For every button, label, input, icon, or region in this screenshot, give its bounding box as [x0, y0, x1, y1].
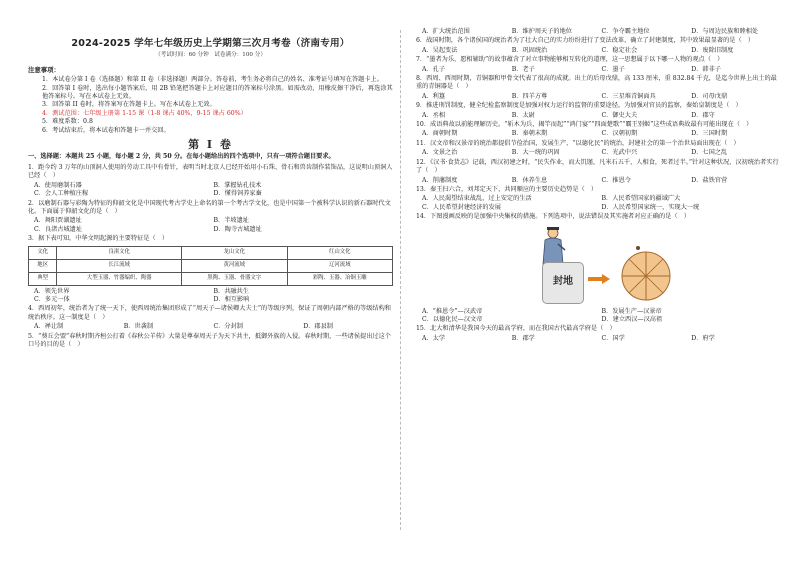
question: [416, 37, 781, 55]
table-cell: 黑陶、玉器、骨器文字: [182, 272, 287, 285]
table-cell: 彩陶、玉器、冶铜玉雕: [287, 272, 393, 285]
divided-fief-icon: [614, 246, 678, 302]
question-options: [416, 195, 781, 212]
question-stem: 13．秦王扫六合，刘邦定天下，共同顺应的主要历史趋势是（ ）: [416, 185, 598, 193]
option[interactable]: D．相互影响: [213, 295, 250, 303]
question: [416, 140, 781, 158]
question-stem: 8．西周、西周时期，青铜器和甲骨文代表了很高的成就。出土的后母戊鼎，高 133 厘米，重 832.84 千克，是迄今世界上出土的最重的青铜器是（ ）: [416, 75, 777, 91]
option[interactable]: A．吴起变法: [422, 46, 458, 54]
question-options: [416, 149, 781, 157]
question: [28, 305, 393, 331]
question-stem: 15．北大和清华是我国今天的最高学府，而在我国古代最高学府是（ ）: [416, 325, 616, 333]
option[interactable]: B．秦朝末期: [511, 130, 548, 138]
option[interactable]: C．争夺霸主地位: [601, 28, 650, 35]
table-cell: 典型: [29, 272, 57, 285]
culture-table: [28, 246, 393, 286]
question: [416, 102, 781, 120]
option[interactable]: C．人民希望封建经济的发展: [422, 203, 501, 211]
option[interactable]: B．大一统的巩固: [511, 149, 560, 157]
option[interactable]: A．孔子: [422, 65, 446, 73]
option[interactable]: D．懂得饲养家畜: [213, 190, 262, 198]
question-options: [28, 182, 393, 199]
table-cell: 黄河流域: [182, 259, 287, 272]
option[interactable]: C．推恩令: [601, 176, 631, 184]
column-divider: [400, 30, 401, 530]
question-options: [416, 93, 781, 101]
option[interactable]: D．建立西汉—汉高祖: [601, 315, 663, 323]
option[interactable]: B．休养生息: [511, 176, 548, 184]
option[interactable]: D．盐铁官营: [691, 176, 728, 184]
option[interactable]: D．郡守: [691, 111, 715, 119]
option[interactable]: B．人民希望国家的疆域广大: [601, 195, 681, 203]
option[interactable]: A．文景之治: [422, 149, 458, 157]
question-stem: 6．战国时期，各个诸侯国的统治者为了壮大自己的实力纷纷进行了变法改革，确立了封建制度，其中效果最显著的是（ ）: [416, 37, 755, 45]
question: [416, 325, 781, 343]
question-stem: 3．据下表可知，中华文明起源的主要特征是（ ）: [28, 235, 169, 243]
option[interactable]: C．良渚古城遗址: [34, 225, 83, 233]
option[interactable]: C．国学: [601, 334, 625, 342]
question-options: [28, 217, 393, 234]
question: [416, 56, 781, 74]
question-options: [416, 308, 781, 325]
question-stem: 14．下图漫画反映的是加强中央集权的措施。下列选项中，说法错误及其实施者对应正确的是（ ）: [416, 213, 690, 221]
option[interactable]: B．郡学: [511, 334, 535, 342]
option[interactable]: D．府学: [691, 334, 715, 342]
notice-item: 1．本试卷分第 I 卷（选择题）和第 II 卷（非选择题）两部分。答卷前，考生务必将自己的姓名、准考证号填写在答题卡上。: [42, 76, 383, 84]
option[interactable]: B．老子: [511, 65, 535, 73]
table-header-cell: 良渚文化: [57, 246, 182, 259]
question-stem: 9．推进刑罚制度，健全纪检监察制度是加强对权力运行的监督的重要途径。为加强对官员的监察，秦始皇制度是（ ）: [416, 102, 742, 110]
option[interactable]: A．使用磨制石器: [34, 181, 82, 189]
option[interactable]: A．丞相: [422, 111, 446, 119]
option[interactable]: C．稳定社会: [601, 46, 638, 54]
notice-item: 5．难度系数：0.8: [42, 118, 93, 126]
table-row: [29, 259, 393, 272]
left-column: [28, 28, 393, 350]
question: [416, 121, 781, 139]
option[interactable]: B．四羊方尊: [511, 92, 548, 100]
question-options: [28, 323, 393, 331]
table-cell: 长江流域: [57, 259, 182, 272]
table-row: [29, 272, 393, 285]
option[interactable]: D．陶寺古城遗址: [213, 225, 262, 233]
question-stem: 1．距今约 3 万年的山顶洞人使用的劳动工具中有骨针，表明当时北京人已经开始用小石珠、骨石和兽齿制作装饰品，这说明山顶洞人已经（ ）: [28, 163, 393, 180]
option[interactable]: A．削藩制度: [422, 176, 458, 184]
question-options: [416, 47, 781, 55]
table-cell: 辽河流域: [287, 259, 393, 272]
option[interactable]: A．扩大统治范围: [422, 28, 470, 35]
question-stem: 10．成语典故以前能理解历史。“斩木为兵，揭竿而起”“鸿门宴”“四面楚歌”“霸王别姬”这些成语典故最有可能出现在（ ）: [416, 121, 753, 129]
option[interactable]: C．会人工种植庄稼: [34, 190, 89, 198]
section-intro: 一、选择题：本题共 25 小题，每小题 2 分，共 50 分。在每小题给出的四个选项中，只有一项符合题目要求。: [28, 153, 335, 161]
fief-seal: 封地: [542, 262, 584, 304]
option[interactable]: D．与周边民族和睦相处: [691, 28, 759, 35]
option[interactable]: D．郡县制: [303, 323, 333, 331]
option[interactable]: D．韩非子: [691, 65, 721, 73]
question-options: [28, 288, 393, 305]
option[interactable]: B．太尉: [511, 111, 535, 119]
notice-item: 2．回答第 I 卷时，选出每小题答案后，用 2B 铅笔把答题卡上对应题目的答案标号涂黑。如需改动，用橡皮擦干净后，再选涂其他答案标号。写在本试卷上无效。: [42, 84, 393, 101]
option[interactable]: C．御史大夫: [601, 111, 638, 119]
option[interactable]: A．舞阳贾湖遗址: [34, 217, 82, 225]
question: [416, 186, 781, 212]
question-stem: 5．“葵丘会盟”春秋时期齐桓公打着《春秋公羊传》大量是尊奉周天子为天下共主，抵御外族的入侵。春秋时期，一些诸侯提出过这个口号的目的是（ ）: [28, 332, 391, 348]
emperor-figure-icon: [540, 226, 566, 266]
option[interactable]: A．商朝时期: [422, 130, 458, 138]
right-column: [416, 28, 781, 343]
question-continued: [416, 28, 781, 36]
option[interactable]: C．分封制: [213, 323, 243, 331]
option[interactable]: B．掌握钻孔技术: [213, 181, 262, 189]
question-stem: 11．汉文帝和汉景帝的统治都提倡节俭治国，发展生产、“以德化民”的统治，封建社会的第一个治世局面出现在（ ）: [416, 139, 740, 147]
notice-heading: 注意事项：: [28, 65, 60, 74]
question-stem: 4．西周初年，统治者为了统一天下，使西周统治集团形成了“周天子—诸侯卿大夫士”的等级序列，保证了周朝内部严格的等级结构和统治秩序。这一制度是（ ）: [28, 305, 391, 321]
question: [416, 159, 781, 185]
option[interactable]: B．半坡遗址: [213, 217, 249, 225]
option[interactable]: A．领先世界: [34, 287, 70, 295]
table-header-cell: 龙山文化: [182, 246, 287, 259]
table-cell: 地区: [29, 259, 57, 272]
arrow-right-icon: [588, 274, 610, 284]
option[interactable]: D．废除旧制度: [691, 46, 734, 54]
question-stem: 2．以磨制石器与彩陶为特征的仰韶文化是中国现代考古学史上命名的第一个考古学文化，也是中国第一个被科学认识的新石器时代文化。下面属于仰韶文化的是（ ）: [28, 199, 391, 215]
question-options: [416, 335, 781, 343]
question-options: [416, 28, 781, 36]
exam-title: 2024-2025 学年七年级历史上学期第三次月考卷（济南专用）: [71, 38, 350, 49]
option[interactable]: A．太学: [422, 334, 446, 342]
option[interactable]: C．墨子: [601, 65, 625, 73]
option[interactable]: A．禅让制: [34, 323, 64, 331]
option[interactable]: B．共融共生: [213, 287, 249, 295]
question: [28, 200, 393, 235]
question-stem: 12．《汉书·食货志》记载，西汉初建之时，“民失作业，而大饥馑，凡米石五千，人相食，死者过半。”针对这种状况，汉初统治者实行了（ ）: [416, 158, 779, 175]
notice-item-scope: 4．测试范围：七年级上册第 1-15 课（1-8 课占 40%，9-15 课占 60%）: [42, 109, 247, 117]
question-options: [416, 112, 781, 120]
option[interactable]: A．人民渴望结束战乱，过上安定的生活: [422, 195, 532, 203]
question-stem: 7．“墨者为乐，愿相辅助”的故事蕴含了对立事物能够相互转化的道理，这一思想属于以下哪一人物的观点（ ）: [416, 56, 724, 64]
option[interactable]: C．三星堆青铜面具: [601, 92, 656, 100]
question: [28, 164, 393, 199]
question-options: [416, 66, 781, 74]
option[interactable]: B．维护周天子的地位: [511, 28, 572, 35]
option[interactable]: D．人民希望国家统一，实现大一统: [601, 203, 700, 211]
exam-subtitle: （考试时间：60 分钟 试卷满分：100 分）: [155, 52, 266, 59]
option[interactable]: C．以德化民—汉文帝: [422, 315, 483, 323]
option[interactable]: B．发展生产—汉景帝: [601, 307, 662, 315]
option[interactable]: A．利簋: [422, 92, 446, 100]
option[interactable]: D．三国时期: [691, 130, 728, 138]
question-options: [416, 177, 781, 185]
notice-item: 6．考试结束后，将本试卷和答题卡一并交回。: [42, 126, 170, 134]
question-options: [416, 130, 781, 138]
option[interactable]: D．司母戊鼎: [691, 92, 728, 100]
table-header-cell: 文化: [29, 246, 57, 259]
option[interactable]: B．巩固统治: [511, 46, 548, 54]
option[interactable]: C．多元一体: [34, 295, 70, 303]
table-header-row: [29, 246, 393, 259]
question: [28, 333, 393, 350]
option[interactable]: C．光武中兴: [601, 149, 638, 157]
table-cell: 大型玉器、竹器编织、陶器: [57, 272, 182, 285]
question: [416, 75, 781, 101]
centralization-cartoon: [536, 226, 686, 304]
juan-heading: 第 I 卷: [188, 138, 233, 152]
question: [28, 235, 393, 304]
option[interactable]: B．世袭制: [123, 323, 154, 331]
table-header-cell: 红山文化: [287, 246, 393, 259]
question: [416, 213, 781, 324]
notice-item: 3．回答第 II 卷时，将答案写在答题卡上。写在本试卷上无效。: [42, 101, 216, 109]
option[interactable]: C．汉朝初期: [601, 130, 638, 138]
option[interactable]: D．七国之乱: [691, 149, 728, 157]
option[interactable]: A．“推恩令”—汉武帝: [422, 307, 483, 315]
